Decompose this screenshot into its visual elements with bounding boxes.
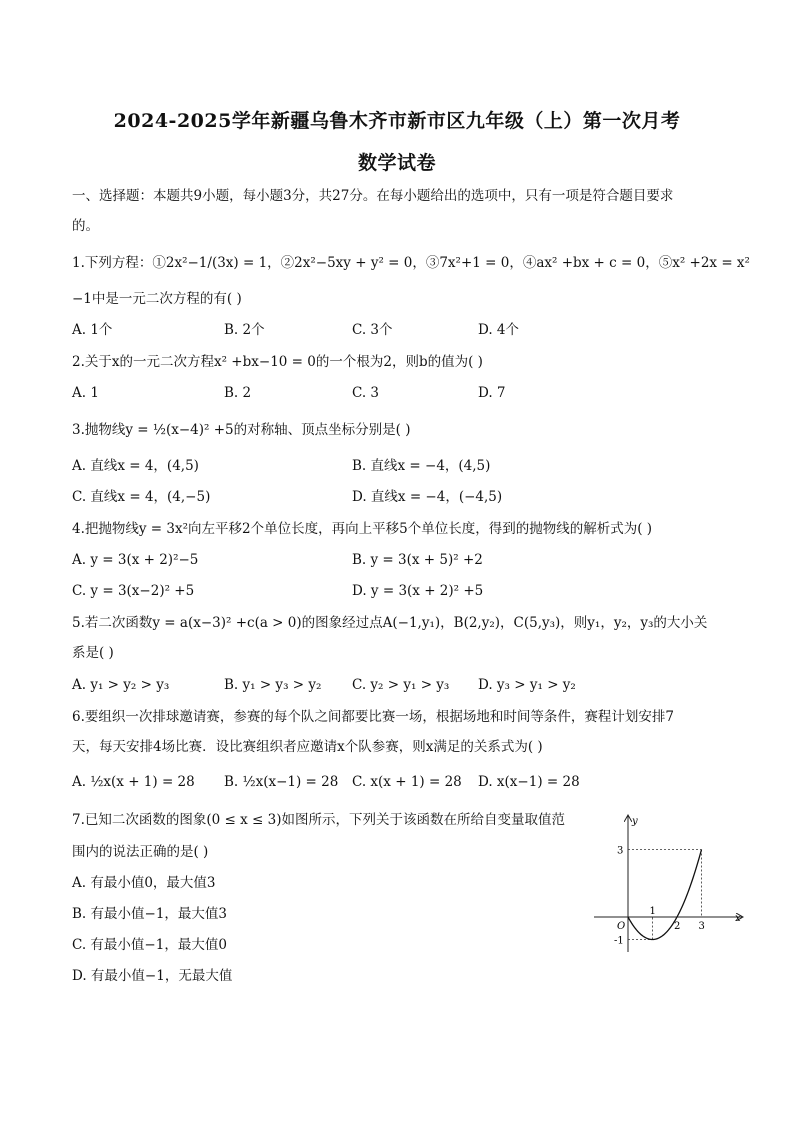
option-d[interactable]: D. x(x−1) = 28 <box>478 774 580 790</box>
question-1-options <box>72 320 732 340</box>
question-7-option-b[interactable]: B. 有最小值−1，最大值3 <box>72 906 227 922</box>
option-b[interactable]: B. 2 <box>224 385 252 401</box>
question-4-options-row-2 <box>72 581 732 601</box>
section-instruction-line-1: 一、选择题：本题共9小题，每小题3分，共27分。在每小题给出的选项中，只有一项是符合题目要求 <box>72 188 674 204</box>
option-c[interactable]: C. 3 <box>352 385 380 401</box>
option-b[interactable]: B. ½x(x−1) = 28 <box>224 774 339 790</box>
question-4-options-row-1 <box>72 550 732 570</box>
option-b[interactable]: B. y = 3(x + 5)² +2 <box>352 552 483 568</box>
question-5-line-1: 5.若二次函数y = a(x−3)² +c(a > 0)的图象经过点A(−1,y₁)，B(2,y₂)，C(5,y₃)，则y₁，y₂，y₃的大小关 <box>72 615 708 631</box>
question-6-line-2: 天，每天安排4场比赛．设比赛组织者应邀请x个队参赛，则x满足的关系式为( ) <box>72 739 543 755</box>
question-3-line-1: 3.抛物线y = ½(x−4)² +5的对称轴、顶点坐标分别是( ) <box>72 422 411 438</box>
option-b[interactable]: B. 直线x = −4，(4,5) <box>352 458 491 474</box>
question-7-option-d[interactable]: D. 有最小值−1，无最大值 <box>72 968 233 984</box>
option-d[interactable]: D. y₃ > y₁ > y₂ <box>478 677 576 693</box>
option-c[interactable]: C. 直线x = 4，(4,−5) <box>72 489 211 505</box>
option-a[interactable]: A. 直线x = 4，(4,5) <box>72 458 199 474</box>
x-tick-label: 1 <box>649 906 656 917</box>
option-c[interactable]: C. 3个 <box>352 322 393 338</box>
question-7-line-2: 围内的说法正确的是( ) <box>72 844 209 860</box>
question-6-options <box>72 772 732 792</box>
x-tick-label: 3 <box>698 921 705 932</box>
parabola-figure <box>592 812 752 962</box>
question-7-line-1: 7.已知二次函数的图象(0 ≤ x ≤ 3)如图所示，下列关于该函数在所给自变量取值范 <box>72 812 565 828</box>
question-5-options <box>72 675 732 695</box>
section-instruction-line-2: 的。 <box>72 218 99 234</box>
option-a[interactable]: A. y = 3(x + 2)²−5 <box>72 552 199 568</box>
question-2-line-1: 2.关于x的一元二次方程x² +bx−10 = 0的一个根为2，则b的值为( ) <box>72 354 483 370</box>
x-axis-label: x <box>735 913 741 924</box>
question-1-line-1: 1.下列方程：①2x²−1/(3x) = 1，②2x²−5xy + y² = 0，③7x²+1 = 0，④ax² +bx + c = 0，⑤x² +2x = x² <box>72 255 750 271</box>
option-a[interactable]: A. y₁ > y₂ > y₃ <box>72 677 170 693</box>
y-tick-label: 3 <box>617 845 624 857</box>
exam-subtitle: 数学试卷 <box>357 152 436 174</box>
question-7-option-a[interactable]: A. 有最小值0，最大值3 <box>72 875 216 891</box>
option-a[interactable]: A. 1个 <box>72 322 113 338</box>
question-1-line-2: −1中是一元二次方程的有( ) <box>72 291 242 307</box>
option-b[interactable]: B. y₁ > y₃ > y₂ <box>224 677 322 693</box>
exam-title: 2024-2025学年新疆乌鲁木齐市新市区九年级（上）第一次月考 <box>113 110 681 132</box>
option-a[interactable]: A. 1 <box>72 385 99 401</box>
x-tick-label: 2 <box>674 921 681 932</box>
question-2-options <box>72 383 732 403</box>
origin-label: O <box>617 921 626 932</box>
option-d[interactable]: D. 7 <box>478 385 506 401</box>
option-d[interactable]: D. y = 3(x + 2)² +5 <box>352 583 484 599</box>
y-axis-label: y <box>632 816 638 827</box>
y-tick-label: -1 <box>614 935 624 947</box>
question-5-line-2: 系是( ) <box>72 645 114 661</box>
question-7-option-c[interactable]: C. 有最小值−1，最大值0 <box>72 937 227 953</box>
option-a[interactable]: A. ½x(x + 1) = 28 <box>72 774 195 790</box>
option-c[interactable]: C. x(x + 1) = 28 <box>352 774 462 790</box>
parabola-curve <box>628 850 702 940</box>
question-3-options-row-2 <box>72 487 732 507</box>
option-c[interactable]: C. y₂ > y₁ > y₃ <box>352 677 450 693</box>
question-6-line-1: 6.要组织一次排球邀请赛，参赛的每个队之间都要比赛一场，根据场地和时间等条件，赛程计划安排7 <box>72 709 674 725</box>
option-c[interactable]: C. y = 3(x−2)² +5 <box>72 583 195 599</box>
question-3-options-row-1 <box>72 456 732 476</box>
option-d[interactable]: D. 4个 <box>478 322 520 338</box>
option-d[interactable]: D. 直线x = −4，(−4,5) <box>352 489 503 505</box>
question-4-line-1: 4.把抛物线y = 3x²向左平移2个单位长度，再向上平移5个单位长度，得到的抛物线的解析式为( ) <box>72 521 653 537</box>
option-b[interactable]: B. 2个 <box>224 322 265 338</box>
